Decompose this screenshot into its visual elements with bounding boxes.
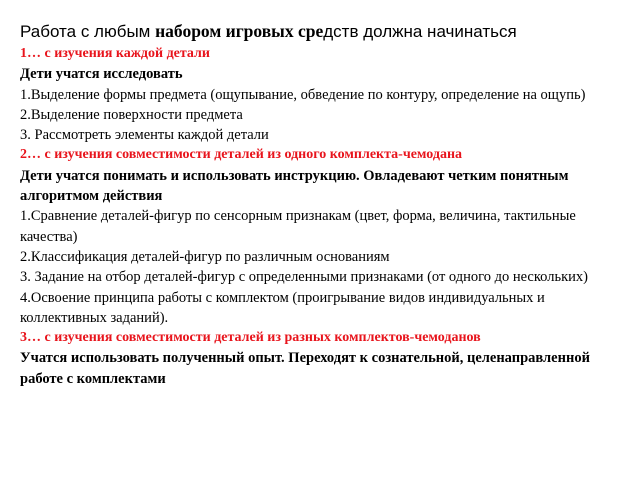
section-2-item-2: 2.Классификация деталей-фигур по различным основаниям bbox=[20, 248, 390, 265]
section-1-item-3: 3. Рассмотреть элементы каждой детали bbox=[20, 127, 269, 144]
section-2-item-3: 3. Задание на отбор деталей-фигур с определенными признаками (от одного до нескольких) bbox=[20, 269, 588, 286]
title-bold: набором игровых сре bbox=[155, 21, 324, 41]
section-3-lead: Учатся использовать полученный опыт. Переходят к сознательной, целенаправленной работе с комплектами bbox=[20, 350, 590, 387]
title-suffix: дств должна начинаться bbox=[323, 22, 517, 41]
section-1-heading: 1… с изучения каждой детали bbox=[20, 46, 210, 61]
section-1-item-1: 1.Выделение формы предмета (ощупывание, обведение по контуру, определение на ощупь) bbox=[20, 86, 586, 103]
page-title bbox=[20, 20, 624, 43]
document-page bbox=[20, 20, 624, 389]
section-2-item-1: 1.Сравнение деталей-фигур по сенсорным признакам (цвет, форма, величина, тактильные качества) bbox=[20, 208, 576, 245]
title-prefix: Работа с любым bbox=[20, 22, 156, 41]
section-1-item-2: 2.Выделение поверхности предмета bbox=[20, 106, 243, 123]
section-1-lead: Дети учатся исследовать bbox=[20, 66, 183, 83]
section-2-lead: Дети учатся понимать и использовать инструкцию. Овладевают четким понятным алгоритмом действия bbox=[20, 167, 569, 205]
section-2-heading: 2… с изучения совместимости деталей из одного комплекта-чемодана bbox=[20, 147, 463, 163]
section-2-item-4: 4.Освоение принципа работы с комплектом (проигрывание видов индивидуальных и коллективных заданий). bbox=[20, 289, 545, 326]
section-3-heading: 3… с изучения совместимости деталей из разных комплектов-чемоданов bbox=[20, 330, 481, 346]
